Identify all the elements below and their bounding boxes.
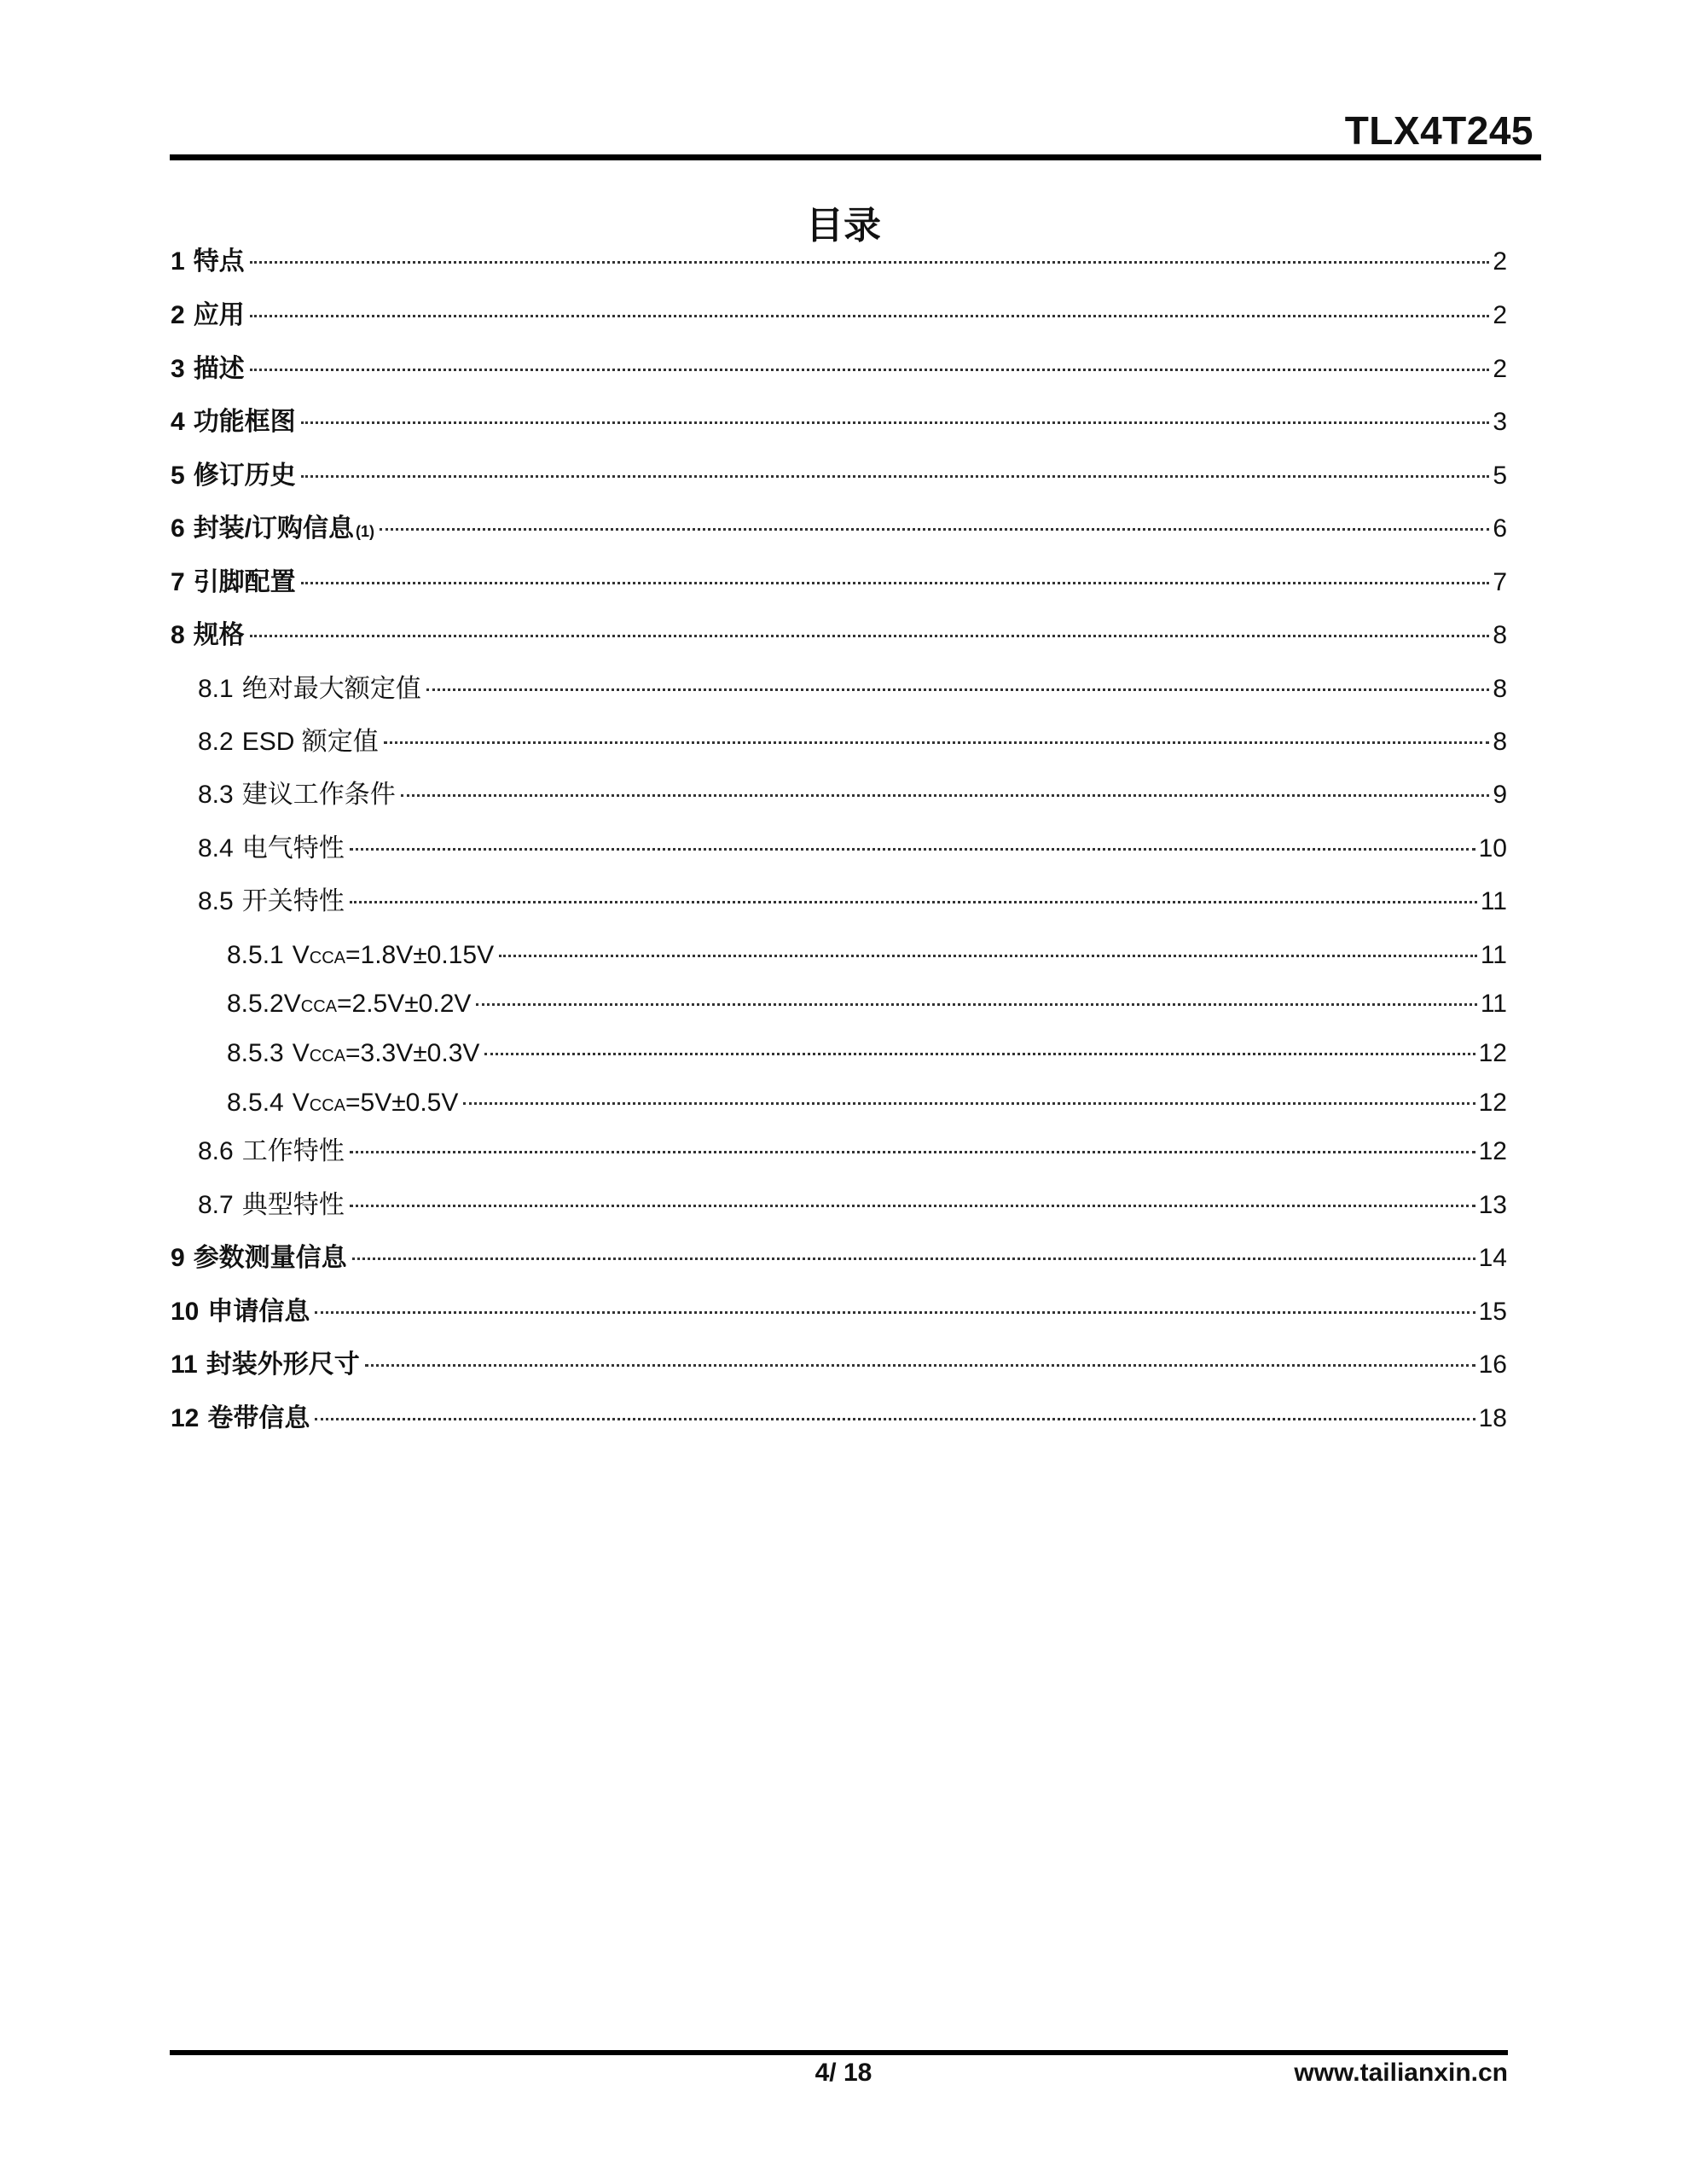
toc-entry-8-2[interactable] (198, 725, 1507, 759)
page-number: 4/ 18 (815, 2059, 872, 2087)
website-url[interactable]: www.tailianxin.cn (1294, 2059, 1508, 2087)
toc-entry-title: ESD 额定值 (241, 728, 379, 756)
toc-entry-page: 12 (1478, 1089, 1507, 1117)
toc-entry-8-5-4[interactable] (227, 1086, 1507, 1123)
toc-entry-page: 12 (1478, 1039, 1507, 1067)
toc-entry-page: 11 (1480, 887, 1507, 915)
toc-entry-8[interactable] (171, 619, 1507, 653)
dot-leader (250, 635, 1490, 637)
toc-entry-title: 特点 (193, 247, 245, 276)
dot-leader (250, 369, 1490, 371)
dot-leader (250, 315, 1490, 317)
toc-entry-9[interactable] (171, 1241, 1507, 1275)
toc-entry-12[interactable] (171, 1402, 1507, 1436)
voltage-condition: =1.8V±0.15V (345, 941, 495, 969)
toc-entry-number: 8.5 (198, 887, 234, 915)
toc-entry-11[interactable] (171, 1348, 1507, 1382)
toc-entry-4[interactable] (171, 405, 1507, 439)
toc-entry-8-1[interactable] (198, 672, 1507, 706)
dot-leader (301, 421, 1490, 424)
toc-entry-number: 10 (171, 1298, 200, 1326)
toc-entry-title: 申请信息 (207, 1298, 310, 1326)
toc-entry-title: 建议工作条件 (241, 781, 396, 809)
toc-entry-page: 18 (1478, 1404, 1507, 1432)
toc-entry-title: 工作特性 (241, 1137, 345, 1165)
toc-entry-page: 16 (1478, 1350, 1507, 1379)
toc-entry-page: 11 (1480, 990, 1507, 1018)
toc-entry-1[interactable] (171, 245, 1507, 279)
dot-leader (499, 955, 1477, 957)
toc-entry-title: 修订历史 (193, 462, 296, 490)
toc-entry-number: 8.3 (198, 781, 234, 809)
toc-entry-7[interactable] (171, 566, 1507, 600)
toc-entry-8-3[interactable] (198, 778, 1507, 812)
toc-entry-number: 5 (171, 462, 185, 490)
toc-entry-2[interactable] (171, 299, 1507, 333)
toc-entry-title: 典型特性 (241, 1191, 345, 1219)
toc-entry-page: 6 (1493, 514, 1507, 543)
toc-entry-6[interactable] (171, 512, 1507, 549)
dot-leader (315, 1311, 1475, 1314)
toc-entry-title: 开关特性 (241, 887, 345, 915)
toc-entry-number: 8.5.2 (227, 990, 284, 1018)
dot-leader (315, 1418, 1475, 1420)
toc-entry-number: 8.4 (198, 834, 234, 863)
toc-entry-title: 规格 (193, 621, 245, 649)
toc-entry-page: 7 (1493, 568, 1507, 596)
toc-entry-8-5-3[interactable] (227, 1037, 1507, 1073)
toc-entry-page: 13 (1478, 1191, 1507, 1219)
toc-entry-8-5-1[interactable] (227, 938, 1507, 975)
toc-entry-number: 8.7 (198, 1191, 234, 1219)
toc-entry-number: 8 (171, 621, 185, 649)
toc-entry-8-5-2[interactable] (227, 987, 1507, 1024)
toc-entry-title: 卷带信息 (207, 1404, 310, 1432)
dot-leader (380, 528, 1489, 531)
toc-entry-8-4[interactable] (198, 832, 1507, 866)
voltage-condition: =5V±0.5V (345, 1089, 459, 1117)
toc-entry-page: 3 (1493, 408, 1507, 436)
toc-entry-title: 封装外形尺寸 (206, 1350, 360, 1379)
toc-title: 目录 (806, 205, 881, 247)
toc-entry-10[interactable] (171, 1295, 1507, 1329)
toc-entry-page: 2 (1493, 247, 1507, 276)
dot-leader (350, 848, 1475, 851)
voltage-symbol: V (292, 1039, 310, 1067)
toc-entry-number: 8.6 (198, 1137, 234, 1165)
toc-entry-title: 电气特性 (241, 834, 345, 863)
toc-entry-page: 9 (1493, 781, 1507, 809)
toc-entry-title: 描述 (193, 355, 245, 383)
toc-entry-page: 15 (1478, 1298, 1507, 1326)
footer-rule (170, 2050, 1508, 2055)
voltage-subscript: CCA (309, 1096, 345, 1115)
toc-entry-number: 8.1 (198, 675, 234, 703)
toc-entry-8-6[interactable] (198, 1135, 1507, 1169)
toc-entry-page: 2 (1493, 301, 1507, 329)
toc-entry-title: 绝对最大额定值 (241, 675, 421, 703)
toc-entry-title: 引脚配置 (193, 568, 296, 596)
toc-entry-page: 5 (1493, 462, 1507, 490)
dot-leader (384, 741, 1490, 744)
toc-entry-page: 8 (1493, 675, 1507, 703)
toc-entry-number: 3 (171, 355, 185, 383)
dot-leader (484, 1053, 1475, 1055)
toc-entry-page: 11 (1480, 941, 1507, 969)
dot-leader (401, 794, 1490, 797)
dot-leader (426, 688, 1490, 691)
toc-entry-page: 12 (1478, 1137, 1507, 1165)
toc-entry-8-5[interactable] (198, 885, 1507, 919)
toc-entry-number: 11 (171, 1350, 198, 1379)
voltage-subscript: CCA (309, 949, 345, 967)
toc-entry-number: 8.5.3 (227, 1039, 284, 1067)
toc-entry-page: 14 (1478, 1244, 1507, 1272)
toc-entry-number: 12 (171, 1404, 200, 1432)
dot-leader (350, 1205, 1475, 1207)
toc-entry-number: 7 (171, 568, 185, 596)
table-of-contents (171, 0, 1507, 2184)
dot-leader (476, 1003, 1476, 1006)
dot-leader (301, 475, 1490, 478)
voltage-subscript: CCA (309, 1047, 345, 1066)
dot-leader (365, 1364, 1475, 1367)
toc-entry-number: 8.5.4 (227, 1089, 284, 1117)
toc-entry-number: 2 (171, 301, 185, 329)
dot-leader (250, 261, 1490, 264)
toc-entry-3[interactable] (171, 352, 1507, 386)
toc-entry-title: 封装/订购信息 (193, 514, 355, 543)
toc-entry-number: 9 (171, 1244, 185, 1272)
voltage-symbol: V (292, 941, 310, 969)
voltage-condition: =3.3V±0.3V (345, 1039, 480, 1067)
toc-entry-5[interactable] (171, 459, 1507, 493)
voltage-subscript: CCA (300, 997, 337, 1016)
footnote-marker: (1) (356, 523, 375, 540)
dot-leader (352, 1258, 1475, 1260)
toc-entry-page: 8 (1493, 728, 1507, 756)
voltage-condition: =2.5V±0.2V (336, 990, 472, 1018)
toc-entry-8-7[interactable] (198, 1188, 1507, 1223)
toc-entry-number: 1 (171, 247, 185, 276)
toc-entry-number: 8.5.1 (227, 941, 284, 969)
document-part-number: TLX4T245 (1344, 108, 1533, 153)
toc-entry-page: 2 (1493, 355, 1507, 383)
toc-entry-number: 6 (171, 514, 185, 543)
voltage-symbol: V (283, 990, 301, 1018)
dot-leader (301, 582, 1490, 584)
dot-leader (350, 901, 1477, 903)
toc-entry-page: 10 (1478, 834, 1507, 863)
toc-entry-title: 应用 (193, 301, 245, 329)
toc-entry-number: 4 (171, 408, 185, 436)
dot-leader (463, 1102, 1475, 1105)
toc-entry-title: 功能框图 (193, 408, 296, 436)
toc-entry-page: 8 (1493, 621, 1507, 649)
toc-entry-title: 参数测量信息 (193, 1244, 347, 1272)
dot-leader (350, 1151, 1475, 1153)
toc-entry-number: 8.2 (198, 728, 234, 756)
voltage-symbol: V (292, 1089, 310, 1117)
